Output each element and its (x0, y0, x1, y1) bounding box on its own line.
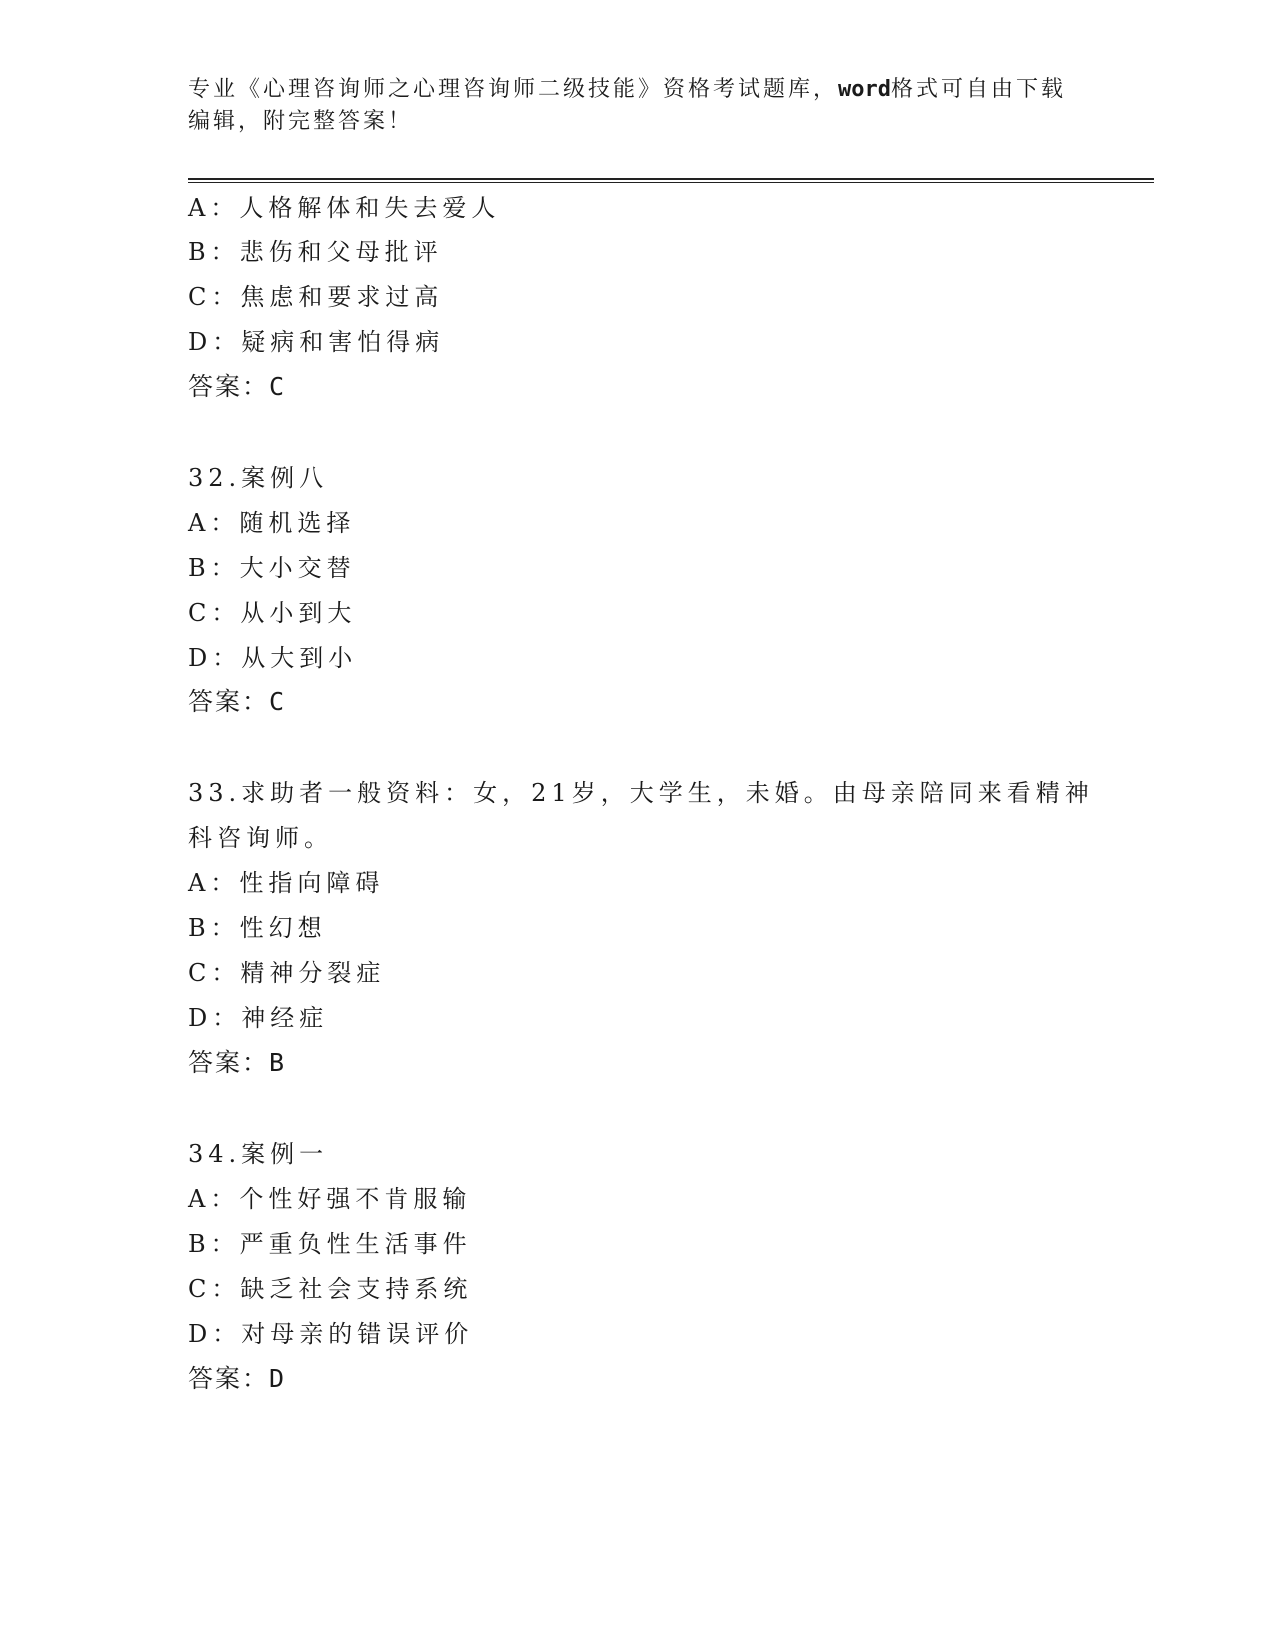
option-a: A：人格解体和失去爱人 (188, 194, 501, 222)
header-divider (188, 178, 1154, 183)
header-word: word (838, 77, 891, 102)
answer-line (188, 1362, 286, 1396)
answer-label: 答案： (188, 687, 270, 716)
header-line-1 (188, 74, 1088, 106)
question-33-line-2: 科咨询师。 (188, 824, 333, 852)
question-32: 32.案例八 (188, 464, 329, 492)
answer-value: C (269, 687, 287, 716)
option-c: C：缺乏社会支持系统 (188, 1275, 473, 1303)
answer-line (188, 685, 286, 719)
option-c: C：精神分裂症 (188, 959, 386, 987)
answer-value: C (269, 372, 287, 401)
option-b: B：性幻想 (188, 914, 327, 942)
option-b: B：严重负性生活事件 (188, 1230, 472, 1258)
answer-label: 答案： (188, 1048, 270, 1077)
answer-value: D (269, 1364, 287, 1393)
answer-value: B (269, 1048, 287, 1077)
header-line-2: 编辑，附完整答案！ (188, 109, 414, 134)
header-text-b: 格式可自由下载 (891, 77, 1067, 102)
option-c: C：焦虑和要求过高 (188, 283, 444, 311)
option-d: D：从大到小 (188, 644, 358, 672)
option-d: D：疑病和害怕得病 (188, 328, 445, 356)
answer-label: 答案： (188, 1364, 270, 1393)
answer-label: 答案： (188, 372, 270, 401)
option-d: D：对母亲的错误评价 (188, 1320, 474, 1348)
document-header (188, 74, 1088, 138)
answer-line (188, 1046, 286, 1080)
option-a: A：性指向障碍 (188, 869, 385, 897)
question-33-line-1: 33.求助者一般资料：女，21岁，大学生，未婚。由母亲陪同来看精神 (188, 779, 1094, 807)
option-c: C：从小到大 (188, 599, 357, 627)
option-b: B：大小交替 (188, 554, 356, 582)
question-34: 34.案例一 (188, 1140, 329, 1168)
option-a: A：随机选择 (188, 509, 356, 537)
header-text-a: 专业《心理咨询师之心理咨询师二级技能》资格考试题库， (188, 77, 839, 102)
answer-line (188, 370, 286, 404)
option-d: D：神经症 (188, 1004, 329, 1032)
option-b: B：悲伤和父母批评 (188, 238, 443, 266)
option-a: A：个性好强不肯服输 (188, 1185, 472, 1213)
